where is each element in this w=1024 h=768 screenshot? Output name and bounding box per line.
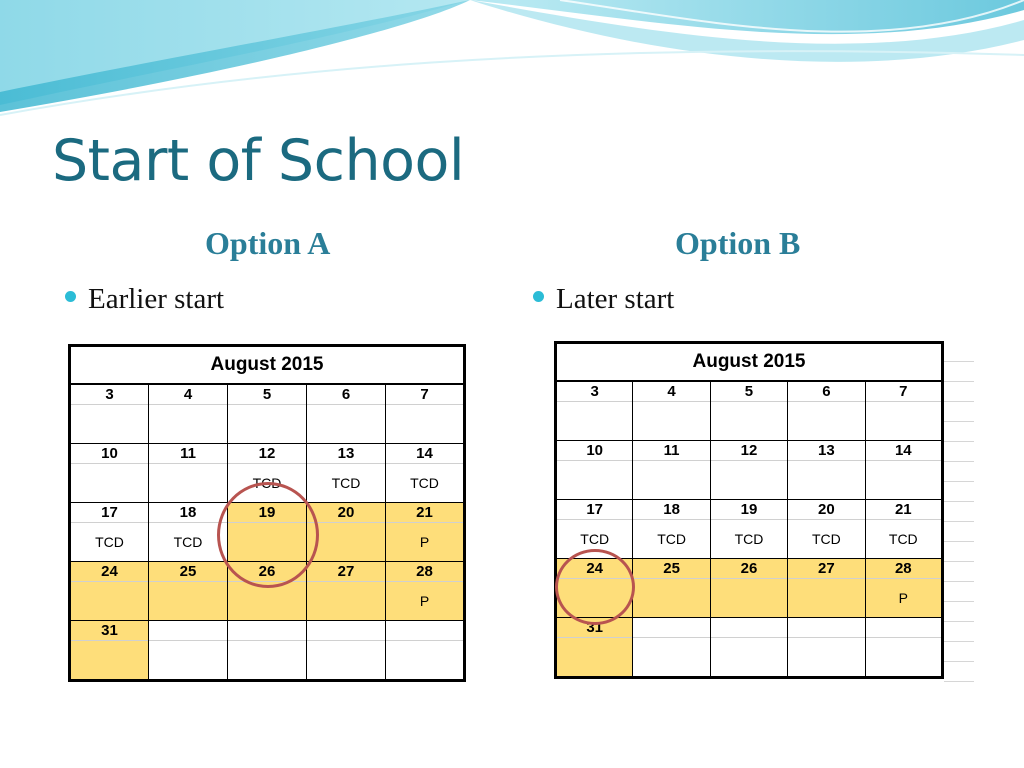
day-note: P bbox=[419, 534, 430, 550]
day-note bbox=[788, 579, 864, 617]
day-number: 20 bbox=[788, 500, 864, 520]
calendar-day-cell bbox=[70, 562, 149, 621]
day-number: 17 bbox=[557, 500, 632, 520]
day-note bbox=[711, 461, 787, 499]
calendar-week-row bbox=[70, 621, 465, 681]
day-number: 20 bbox=[307, 503, 385, 523]
day-note bbox=[149, 405, 227, 443]
spreadsheet-gridlines bbox=[944, 342, 974, 684]
day-note: TCD bbox=[331, 475, 361, 491]
calendar-day-cell bbox=[386, 503, 465, 562]
calendar-day-cell bbox=[70, 503, 149, 562]
day-note bbox=[307, 582, 385, 620]
calendar-day-cell bbox=[556, 618, 633, 678]
option-b-calendar bbox=[554, 341, 944, 679]
day-number: 4 bbox=[149, 385, 227, 405]
day-note bbox=[386, 405, 463, 443]
calendar-month-header: August 2015 bbox=[70, 346, 465, 385]
calendar-day-cell bbox=[865, 381, 942, 441]
calendar-day-cell bbox=[788, 618, 865, 678]
day-note bbox=[307, 641, 385, 679]
day-number: 10 bbox=[71, 444, 148, 464]
option-a-bullet-text: Earlier start bbox=[88, 283, 225, 315]
day-note bbox=[633, 402, 709, 440]
day-number: 27 bbox=[307, 562, 385, 582]
day-number: 31 bbox=[557, 618, 632, 638]
calendar-day-cell bbox=[70, 384, 149, 444]
highlight-circle-option-a bbox=[217, 482, 319, 588]
calendar-day-cell bbox=[633, 441, 710, 500]
calendar-day-cell bbox=[149, 503, 228, 562]
day-number bbox=[788, 618, 864, 638]
day-number: 18 bbox=[633, 500, 709, 520]
day-note bbox=[307, 405, 385, 443]
calendar-day-cell bbox=[788, 441, 865, 500]
calendar-day-cell bbox=[865, 500, 942, 559]
day-note bbox=[711, 638, 787, 676]
day-note bbox=[71, 582, 148, 620]
calendar-week-row bbox=[556, 441, 943, 500]
calendar-day-cell bbox=[307, 621, 386, 681]
day-number bbox=[228, 621, 306, 641]
calendar-day-cell bbox=[307, 384, 386, 444]
day-note bbox=[711, 402, 787, 440]
day-note: TCD bbox=[580, 531, 610, 547]
day-note bbox=[711, 579, 787, 617]
day-note: TCD bbox=[173, 534, 203, 550]
calendar-day-cell bbox=[710, 618, 787, 678]
day-note bbox=[788, 461, 864, 499]
day-number bbox=[866, 618, 941, 638]
day-number: 18 bbox=[149, 503, 227, 523]
day-number: 11 bbox=[149, 444, 227, 464]
calendar-table bbox=[554, 341, 944, 679]
day-number: 24 bbox=[71, 562, 148, 582]
option-b-bullet-text: Later start bbox=[556, 283, 675, 315]
bullet-dot-icon bbox=[65, 291, 76, 302]
day-number: 28 bbox=[866, 559, 941, 579]
day-number bbox=[711, 618, 787, 638]
day-note bbox=[71, 405, 148, 443]
calendar-day-cell bbox=[633, 618, 710, 678]
day-note bbox=[71, 464, 148, 502]
calendar-day-cell bbox=[307, 562, 386, 621]
day-note bbox=[149, 582, 227, 620]
day-number: 17 bbox=[71, 503, 148, 523]
day-note bbox=[386, 641, 463, 679]
calendar-week-row bbox=[556, 381, 943, 441]
day-number: 7 bbox=[386, 385, 463, 405]
day-number: 3 bbox=[71, 385, 148, 405]
day-note bbox=[633, 638, 709, 676]
calendar-day-cell bbox=[70, 621, 149, 681]
calendar-week-row bbox=[556, 500, 943, 559]
calendar-day-cell bbox=[633, 381, 710, 441]
highlight-circle-option-b bbox=[555, 549, 635, 625]
day-note bbox=[866, 402, 941, 440]
day-note: P bbox=[898, 590, 908, 606]
calendar-day-cell bbox=[228, 384, 307, 444]
day-note bbox=[228, 405, 306, 443]
bullet-dot-icon bbox=[533, 291, 544, 302]
day-note bbox=[557, 461, 632, 499]
calendar-day-cell bbox=[386, 384, 465, 444]
day-note bbox=[633, 461, 709, 499]
day-number: 24 bbox=[557, 559, 632, 579]
calendar-day-cell bbox=[149, 384, 228, 444]
day-note: TCD bbox=[410, 475, 439, 491]
day-number bbox=[633, 618, 709, 638]
day-note bbox=[149, 641, 227, 679]
day-number: 13 bbox=[788, 441, 864, 461]
day-number: 25 bbox=[633, 559, 709, 579]
day-number: 6 bbox=[307, 385, 385, 405]
day-number: 3 bbox=[557, 382, 632, 402]
day-number: 13 bbox=[307, 444, 385, 464]
day-number: 4 bbox=[633, 382, 709, 402]
calendar-day-cell bbox=[149, 562, 228, 621]
day-number: 5 bbox=[711, 382, 787, 402]
calendar-day-cell bbox=[788, 381, 865, 441]
day-number: 27 bbox=[788, 559, 864, 579]
day-note bbox=[866, 638, 941, 676]
calendar-day-cell bbox=[865, 441, 942, 500]
day-note: TCD bbox=[657, 531, 686, 547]
calendar-day-cell bbox=[556, 381, 633, 441]
day-note bbox=[228, 641, 306, 679]
slide-title: Start of School bbox=[52, 128, 465, 194]
calendar-day-cell bbox=[865, 618, 942, 678]
day-number: 5 bbox=[228, 385, 306, 405]
calendar-day-cell bbox=[386, 621, 465, 681]
day-number bbox=[307, 621, 385, 641]
calendar-day-cell bbox=[788, 500, 865, 559]
day-note: TCD bbox=[95, 534, 124, 550]
day-note bbox=[788, 402, 864, 440]
day-number: 31 bbox=[71, 621, 148, 641]
calendar-day-cell bbox=[149, 621, 228, 681]
calendar-month-header: August 2015 bbox=[556, 343, 943, 382]
day-number: 6 bbox=[788, 382, 864, 402]
calendar-day-cell bbox=[556, 441, 633, 500]
option-b-bullet bbox=[533, 283, 674, 316]
day-number: 11 bbox=[633, 441, 709, 461]
calendar-week-row bbox=[556, 618, 943, 678]
day-number: 19 bbox=[711, 500, 787, 520]
calendar-day-cell bbox=[788, 559, 865, 618]
day-note: TCD bbox=[252, 475, 282, 491]
day-number: 21 bbox=[386, 503, 463, 523]
day-number bbox=[149, 621, 227, 641]
day-number: 26 bbox=[228, 562, 306, 582]
day-number bbox=[386, 621, 463, 641]
calendar-day-cell bbox=[710, 441, 787, 500]
day-note: P bbox=[419, 593, 430, 609]
option-b-heading: Option B bbox=[675, 225, 801, 261]
day-number: 10 bbox=[557, 441, 632, 461]
day-number: 12 bbox=[711, 441, 787, 461]
calendar-day-cell bbox=[633, 500, 710, 559]
header-wave-decoration bbox=[0, 0, 1024, 130]
day-number: 7 bbox=[866, 382, 941, 402]
day-note bbox=[788, 638, 864, 676]
option-a-heading: Option A bbox=[205, 225, 331, 261]
day-note: TCD bbox=[811, 531, 841, 547]
day-number: 28 bbox=[386, 562, 463, 582]
calendar-day-cell bbox=[307, 444, 386, 503]
calendar-day-cell bbox=[633, 559, 710, 618]
calendar-day-cell bbox=[865, 559, 942, 618]
option-a-bullet bbox=[65, 283, 224, 316]
day-number: 25 bbox=[149, 562, 227, 582]
day-note bbox=[633, 579, 709, 617]
calendar-day-cell bbox=[710, 381, 787, 441]
day-number: 14 bbox=[386, 444, 463, 464]
day-number: 26 bbox=[711, 559, 787, 579]
day-note bbox=[557, 402, 632, 440]
calendar-day-cell bbox=[149, 444, 228, 503]
day-number: 14 bbox=[866, 441, 941, 461]
day-note bbox=[71, 641, 148, 679]
calendar-day-cell bbox=[710, 559, 787, 618]
calendar-day-cell bbox=[228, 621, 307, 681]
calendar-day-cell bbox=[386, 444, 465, 503]
day-note bbox=[866, 461, 941, 499]
day-number: 21 bbox=[866, 500, 941, 520]
calendar-day-cell bbox=[70, 444, 149, 503]
day-number: 19 bbox=[228, 503, 306, 523]
day-note bbox=[557, 638, 632, 676]
day-note: TCD bbox=[734, 531, 764, 547]
calendar-week-row bbox=[70, 384, 465, 444]
calendar-day-cell bbox=[710, 500, 787, 559]
day-note: TCD bbox=[888, 531, 918, 547]
day-note bbox=[149, 464, 227, 502]
day-number: 12 bbox=[228, 444, 306, 464]
calendar-day-cell bbox=[386, 562, 465, 621]
